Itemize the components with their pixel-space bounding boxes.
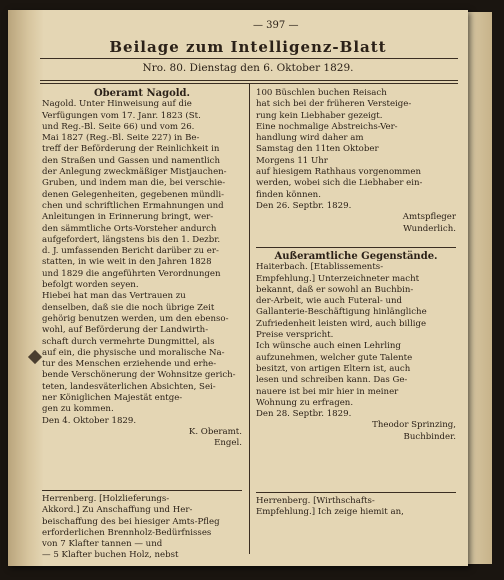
left-column (42, 88, 242, 450)
text-line: Verfügungen vom 17. Janr. 1823 (St. (42, 110, 201, 121)
text-line: den Straßen und Gassen und namentlich (42, 155, 221, 166)
text-line: Preise verspricht. (256, 330, 334, 341)
text-line: lesen und schreiben kann. Das Ge- (256, 375, 408, 386)
section-separator (256, 247, 456, 248)
text-line: auf hiesigem Rathhaus vorgenommen (256, 167, 422, 178)
signature-name: Wunderlich. (403, 223, 456, 234)
text-line: gehörig benutzen werden, um den ebenso- (42, 313, 229, 324)
text-line: statten, in wie weit in den Jahren 1828 (42, 257, 212, 268)
text-line: erforderlichen Brennholz-Bedürfnisses (42, 527, 212, 538)
section-heading-ausseramtlich: Außeramtliche Gegenstände. (274, 251, 438, 262)
text-line: Samstag den 11ten Oktober (256, 144, 379, 155)
column-divider (249, 84, 250, 554)
text-line: finden können. (256, 189, 321, 200)
text-line: gen zu kommen. (42, 404, 114, 415)
text-line: werden, wobei sich die Liebhaber ein- (256, 178, 423, 189)
notice-date: Den 28. Septbr. 1829. (256, 409, 352, 420)
text-line: wohl, auf Beförderung der Landwirth- (42, 325, 209, 336)
page-number: — 397 — (253, 20, 299, 31)
text-line: bende Verschönerung der Wohnsitze gerich- (42, 370, 236, 381)
text-line: Anleitungen in Erinnerung bringt, wer- (42, 212, 214, 223)
issue-line: Nro. 80. Dienstag den 6. Oktober 1829. (142, 62, 354, 74)
text-line: der Anlegung zweckmäßiger Mistjauchen- (42, 167, 227, 178)
text-line: nauere ist bei mir hier in meiner (256, 386, 399, 397)
text-line: bekannt, daß er sowohl an Buchbin- (256, 284, 414, 295)
text-line: befolgt worden seyen. (42, 280, 139, 291)
header-rule-top (40, 80, 458, 81)
text-line: Herrenberg. [Wirthschafts- (256, 496, 375, 506)
text-line: Zufriedenheit leisten wird, auch billige (256, 318, 427, 329)
right-notice-herrenberg (256, 496, 456, 519)
binding-fold (8, 10, 44, 566)
title-rule (40, 58, 458, 59)
text-line: schaft durch vermehrte Dungmittel, als (42, 336, 215, 347)
text-line: Haiterbach. [Etablissements- (256, 262, 384, 273)
text-line: Hiebei hat man das Vertrauen zu (42, 291, 186, 302)
text-line: ner Königlichen Majestät entge- (42, 393, 183, 404)
text-line: d. J. umfassenden Bericht darüber zu er- (42, 246, 219, 257)
text-line: aufzunehmen, welcher gute Talente (256, 352, 413, 363)
text-line: rung kein Liebhaber gezeigt. (256, 110, 383, 121)
text-line: Herrenberg. [Holzlieferungs- (42, 494, 170, 504)
signature-name: Engel. (214, 438, 242, 449)
text-line: und 1829 die angeführten Verordnungen (42, 268, 221, 279)
notice-date: Den 26. Septbr. 1829. (256, 200, 352, 211)
notice-date: Den 4. Oktober 1829. (42, 415, 137, 426)
signature-office: K. Oberamt. (188, 426, 242, 437)
notice-separator (256, 492, 456, 493)
section-heading-oberamt: Oberamt Nagold. (93, 88, 191, 99)
text-line: und Reg.-Bl. Seite 66) und vom 26. (42, 121, 195, 132)
text-line: denselben, daß sie die noch übrige Zeit (42, 302, 215, 313)
notice-separator (42, 490, 242, 491)
text-line: von 7 Klafter tannen — und (42, 539, 163, 550)
text-line: beischaffung des bei hiesiger Amts-Pfleg (42, 516, 220, 527)
text-line: Gallanterie-Beschäftigung hinlängliche (256, 307, 427, 318)
text-line: den sämmtliche Orts-Vorsteher andurch (42, 223, 217, 234)
right-column-top (256, 88, 456, 235)
text-line: tur des Menschen erziehende und erhe- (42, 359, 217, 370)
text-line: 100 Büschlen buchen Reisach (256, 88, 387, 98)
text-line: Mai 1827 (Reg.-Bl. Seite 227) in Be- (42, 133, 200, 144)
text-line: auf ein, die physische und moralische Na- (42, 347, 225, 358)
text-line: der-Arbeit, wie auch Futeral- und (256, 296, 403, 307)
signature-trade: Buchbinder. (403, 431, 456, 442)
text-line: Morgens 11 Uhr (256, 155, 328, 166)
text-line: aufgefordert, längstens bis den 1. Dezbr. (42, 234, 221, 245)
page-title: Beilage zum Intelligenz-Blatt (109, 38, 387, 56)
text-line: — 5 Klafter buchen Holz, nebst (42, 550, 179, 561)
text-line: treff der Beförderung der Reinlichkeit in (42, 144, 220, 155)
adjacent-page-edge (468, 12, 492, 564)
text-line: Ich wünsche auch einen Lehrling (256, 341, 401, 352)
text-line: Eine nochmalige Abstreichs-Ver- (256, 121, 398, 132)
text-line: Wohnung zu erfragen. (256, 397, 354, 408)
text-line: Empfehlung.] Unterzeichneter macht (256, 273, 420, 284)
text-line: Empfehlung.] Ich zeige hiemit an, (256, 507, 404, 518)
right-column-middle (256, 251, 456, 443)
left-notice-herrenberg (42, 494, 242, 562)
text-line: Akkord.] Zu Anschaffung und Her- (42, 505, 193, 516)
signature-name: Theodor Sprinzing, (372, 420, 456, 431)
text-line: hat sich bei der früheren Versteige- (256, 99, 412, 110)
notice-body (42, 99, 242, 415)
text-line: teten, landesväterlichen Absichten, Sei- (42, 381, 216, 392)
text-line: denen Gelegenheiten, gegebenen mündli- (42, 189, 225, 200)
text-line: Gruben, und indem man die, bei verschie- (42, 178, 226, 189)
text-line: Nagold. Unter Hinweisung auf die (42, 99, 192, 110)
signature-office: Amtspfleger (402, 212, 456, 223)
text-line: besitzt, von artigen Eltern ist, auch (256, 363, 411, 374)
text-line: handlung wird daher am (256, 133, 364, 144)
text-line: chen und schriftlichen Ermahnungen und (42, 200, 224, 211)
